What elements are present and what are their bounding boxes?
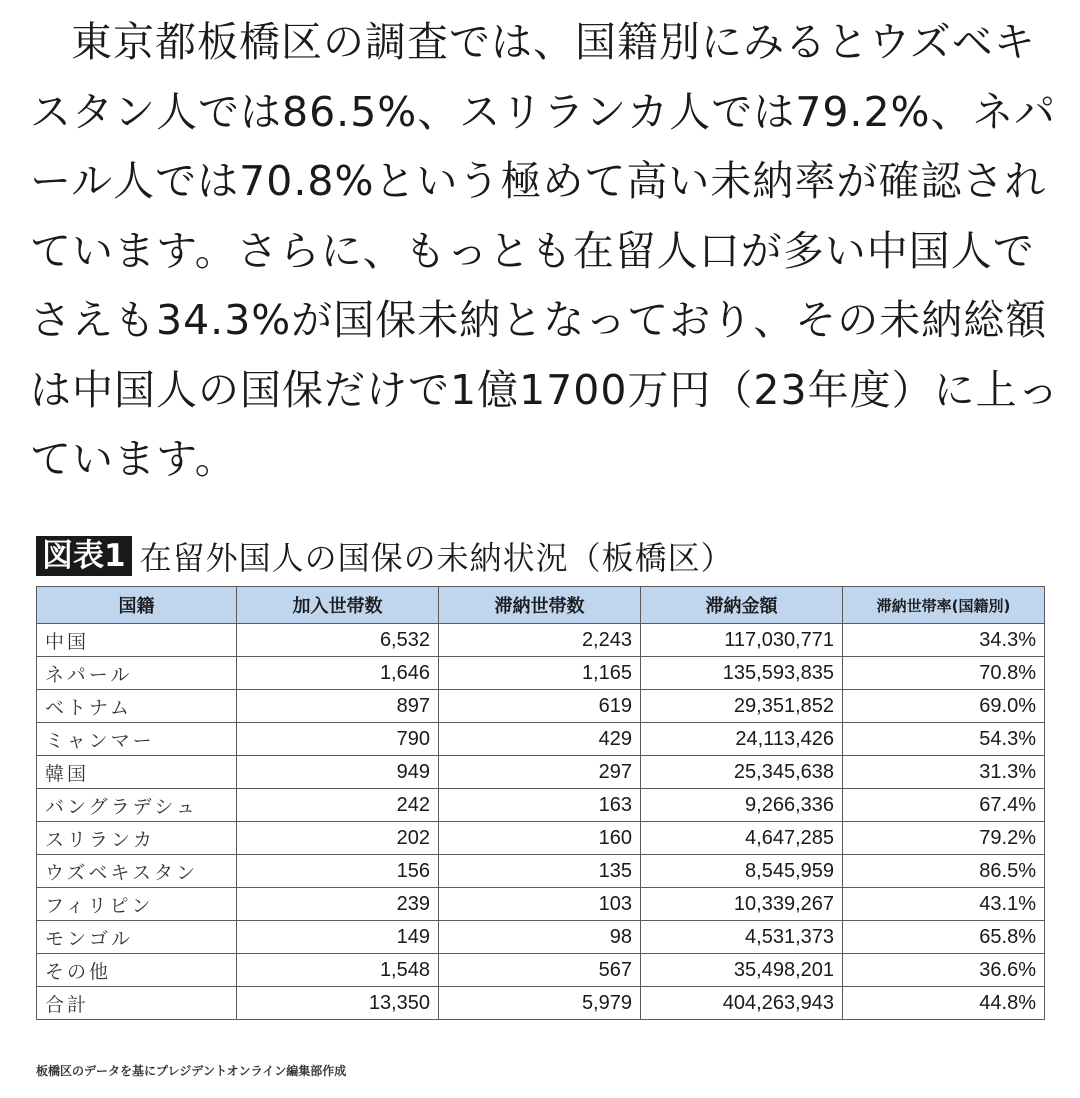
cell-rate: 86.5% [843,855,1045,888]
header-enrolled: 加入世帯数 [237,587,439,624]
cell-country: ベトナム [37,690,237,723]
cell-delinquent: 5,979 [439,987,641,1020]
cell-country: フィリピン [37,888,237,921]
cell-amount: 9,266,336 [641,789,843,822]
cell-enrolled: 149 [237,921,439,954]
table-row [37,756,1045,789]
cell-enrolled: 156 [237,855,439,888]
cell-enrolled: 949 [237,756,439,789]
cell-enrolled: 790 [237,723,439,756]
cell-amount: 135,593,835 [641,657,843,690]
cell-delinquent: 98 [439,921,641,954]
delinquency-table [36,586,1045,1020]
cell-amount: 10,339,267 [641,888,843,921]
table-row [37,921,1045,954]
cell-country: 中国 [37,624,237,657]
figure-badge: 図表1 [36,536,132,576]
cell-rate: 44.8% [843,987,1045,1020]
cell-country: バングラデシュ [37,789,237,822]
cell-amount: 8,545,959 [641,855,843,888]
cell-delinquent: 2,243 [439,624,641,657]
cell-enrolled: 6,532 [237,624,439,657]
cell-rate: 70.8% [843,657,1045,690]
cell-country: 合計 [37,987,237,1020]
cell-amount: 404,263,943 [641,987,843,1020]
cell-enrolled: 239 [237,888,439,921]
cell-country: ウズベキスタン [37,855,237,888]
source-note: 板橋区のデータを基にプレジデントオンライン編集部作成 [36,1064,347,1078]
table-row [37,723,1045,756]
cell-rate: 34.3% [843,624,1045,657]
cell-enrolled: 13,350 [237,987,439,1020]
cell-country: ネパール [37,657,237,690]
cell-delinquent: 103 [439,888,641,921]
cell-amount: 24,113,426 [641,723,843,756]
cell-delinquent: 567 [439,954,641,987]
cell-rate: 31.3% [843,756,1045,789]
cell-country: ミャンマー [37,723,237,756]
cell-delinquent: 135 [439,855,641,888]
table-header-row [37,587,1045,624]
cell-amount: 4,531,373 [641,921,843,954]
cell-rate: 67.4% [843,789,1045,822]
cell-country: 韓国 [37,756,237,789]
cell-enrolled: 1,646 [237,657,439,690]
table-row [37,822,1045,855]
figure-title [36,534,734,578]
header-delinquent: 滞納世帯数 [439,587,641,624]
cell-amount: 25,345,638 [641,756,843,789]
article-body [30,8,1060,495]
cell-rate: 43.1% [843,888,1045,921]
cell-enrolled: 242 [237,789,439,822]
header-amount: 滞納金額 [641,587,843,624]
cell-rate: 69.0% [843,690,1045,723]
cell-delinquent: 160 [439,822,641,855]
cell-rate: 36.6% [843,954,1045,987]
cell-delinquent: 619 [439,690,641,723]
table-row [37,855,1045,888]
figure-title-text: 在留外国人の国保の未納状況（板橋区） [139,539,734,577]
table-row [37,954,1045,987]
cell-country: その他 [37,954,237,987]
cell-rate: 65.8% [843,921,1045,954]
article-paragraph: 東京都板橋区の調査では、国籍別にみるとウズベキスタン人では86.5%、スリランカ人では79.2%、ネパール人では70.8%という極めて高い未納率が確認されています。さらに、もっとも在留人口が多い中国人でさえも34.3%が国保未納となっており、その未納総額は中国人の国保だけで1億1700万円（23年度）に上っています。 [30,18,1060,483]
table-row [37,624,1045,657]
cell-amount: 4,647,285 [641,822,843,855]
header-country: 国籍 [37,587,237,624]
cell-enrolled: 202 [237,822,439,855]
table-row [37,888,1045,921]
cell-delinquent: 429 [439,723,641,756]
header-rate: 滞納世帯率(国籍別) [843,587,1045,624]
cell-delinquent: 163 [439,789,641,822]
cell-country: モンゴル [37,921,237,954]
table-row [37,690,1045,723]
cell-rate: 54.3% [843,723,1045,756]
cell-rate: 79.2% [843,822,1045,855]
cell-amount: 29,351,852 [641,690,843,723]
cell-delinquent: 297 [439,756,641,789]
table-row [37,657,1045,690]
cell-amount: 35,498,201 [641,954,843,987]
cell-enrolled: 1,548 [237,954,439,987]
cell-delinquent: 1,165 [439,657,641,690]
table-total-row [37,987,1045,1020]
cell-amount: 117,030,771 [641,624,843,657]
cell-enrolled: 897 [237,690,439,723]
cell-country: スリランカ [37,822,237,855]
table-row [37,789,1045,822]
